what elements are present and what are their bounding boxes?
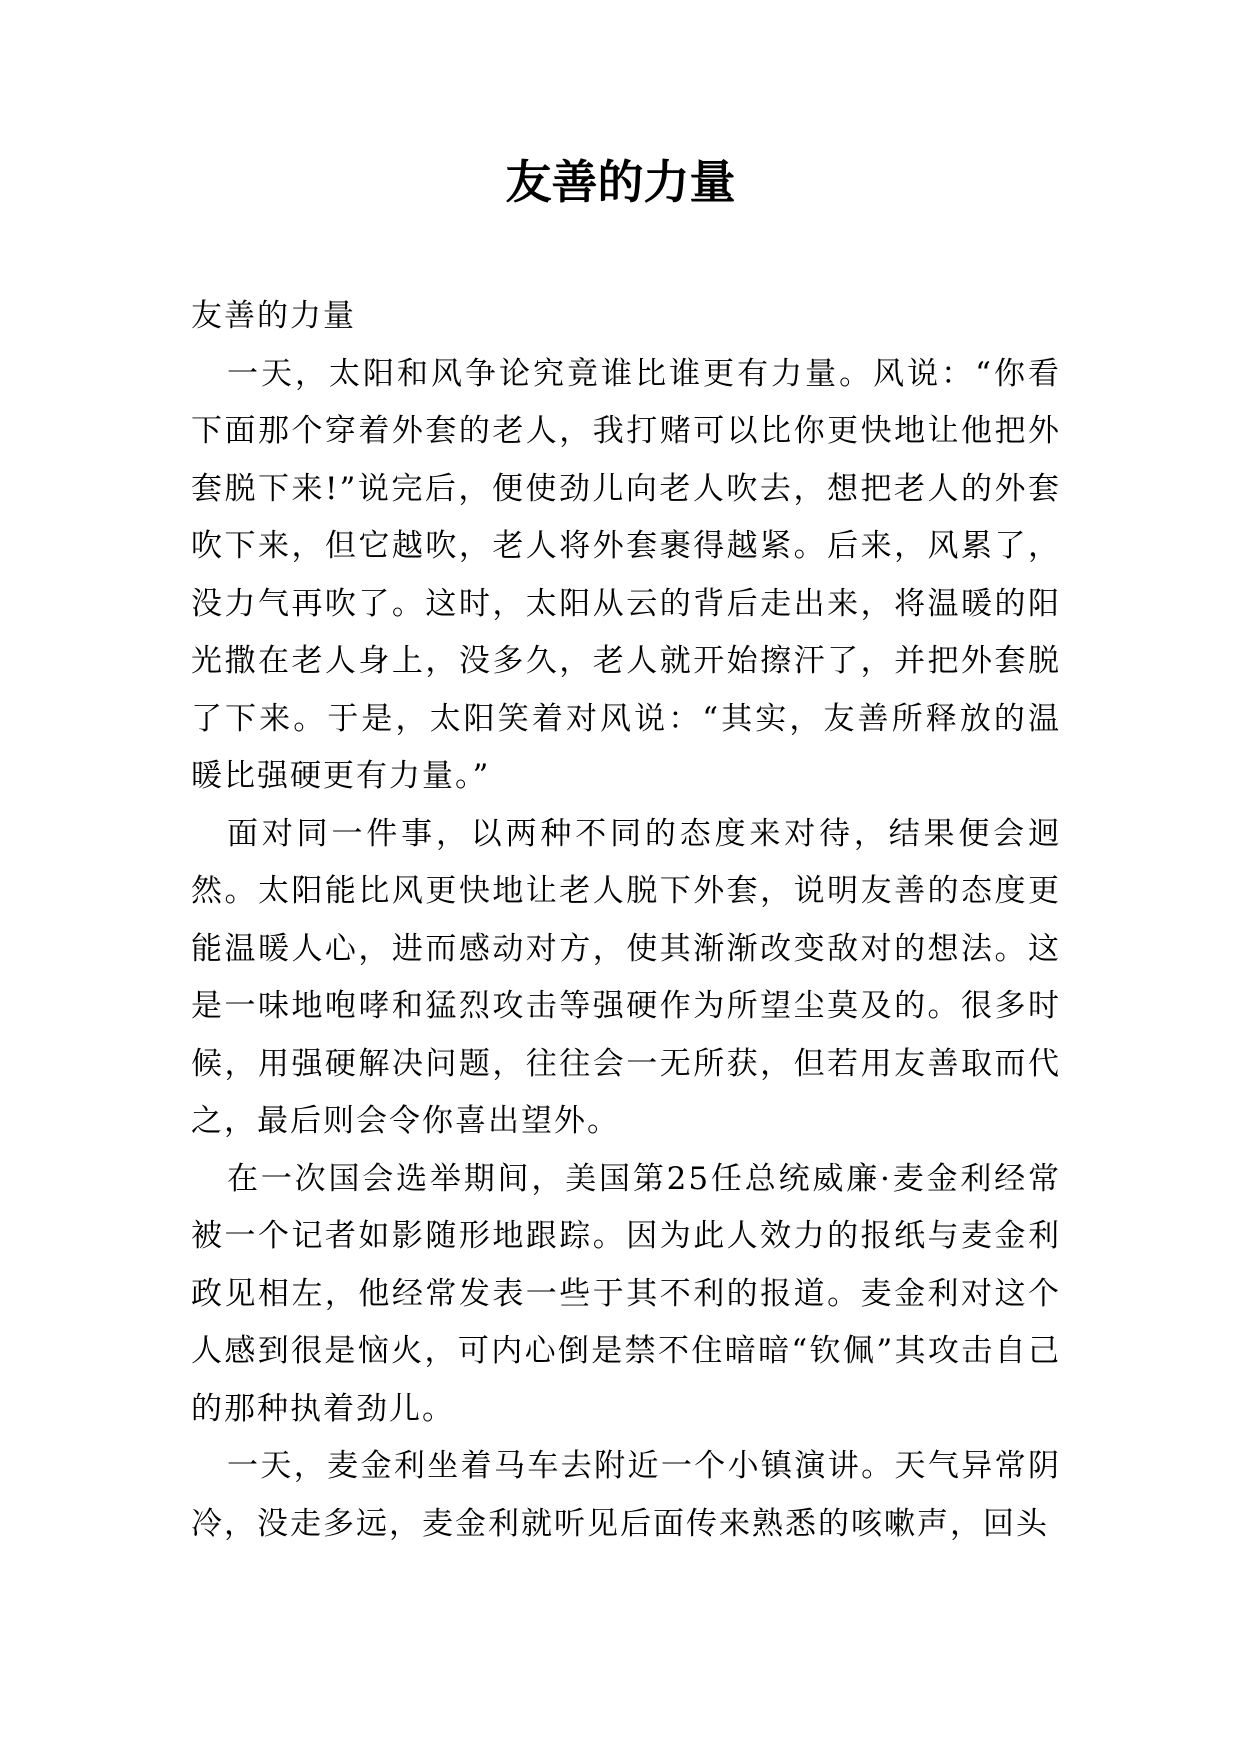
paragraph-subtitle: 友善的力量: [191, 298, 356, 334]
paragraph: 一天，太阳和风争论究竟谁比谁更有力量。风说：“你看下面那个穿着外套的老人，我打赌可以比你更快地让他把外套脱下来!”说完后，便使劲儿向老人吹去，想把老人的外套吹下来，但它越吹，老人将外套裹得越紧。后来，风累了，没力气再吹了。这时，太阳从云的背后走出来，将温暖的阳光撒在老人身上，没多久，老人就开始擦汗了，并把外套脱了下来。于是，太阳笑着对风说：“其实，友善所释放的温暖比强硬更有力量。”: [191, 355, 1061, 794]
paragraph: 在一次国会选举期间，美国第25任总统威廉·麦金利经常被一个记者如影随形地跟踪。因为此人效力的报纸与麦金利政见相左，他经常发表一些于其不利的报道。麦金利对这个人感到很是恼火，可内心倒是禁不住暗暗“钦佩”其攻击自己的那种执着劲儿。: [191, 1160, 1061, 1427]
document-body: [191, 288, 1061, 1553]
document-title: 友善的力量: [505, 155, 736, 209]
paragraph: 一天，麦金利坐着马车去附近一个小镇演讲。天气异常阴冷，没走多远，麦金利就听见后面传来熟悉的咳嗽声，回头: [191, 1448, 1061, 1542]
paragraph: 面对同一件事，以两种不同的态度来对待，结果便会迥然。太阳能比风更快地让老人脱下外套，说明友善的态度更能温暖人心，进而感动对方，使其渐渐改变敌对的想法。这是一味地咆哮和猛烈攻击等强硬作为所望尘莫及的。很多时候，用强硬解决问题，往往会一无所获，但若用友善取而代之，最后则会令你喜出望外。: [191, 815, 1061, 1139]
